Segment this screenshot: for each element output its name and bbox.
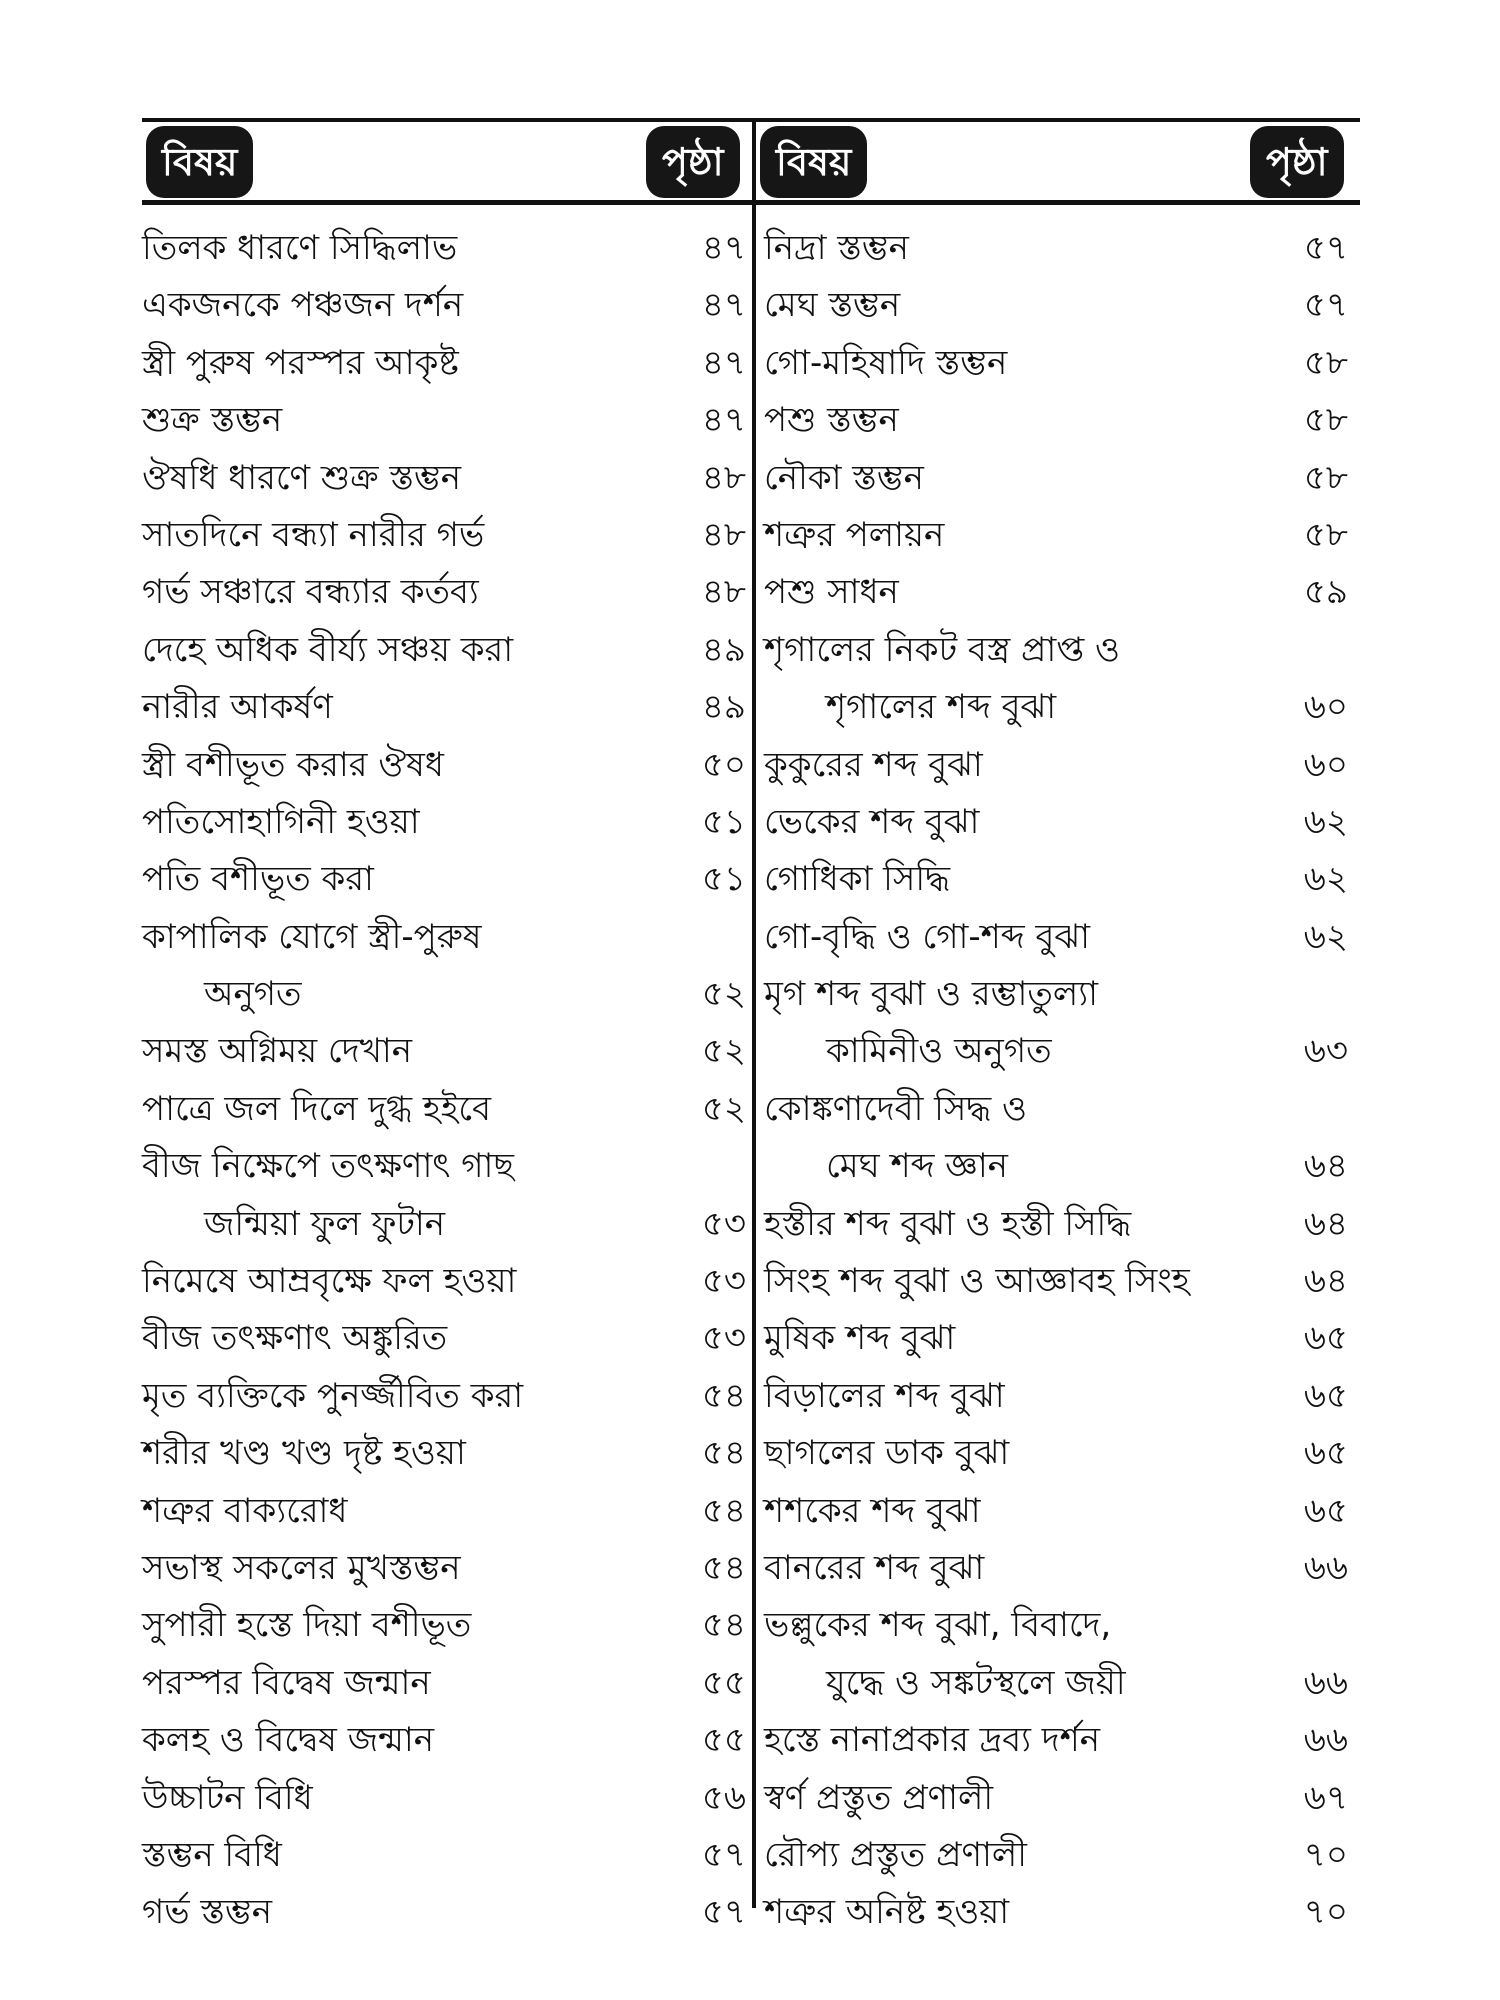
entry-page-number: ৫১ [701,801,746,842]
entry-title: সাতদিনে বন্ধ্যা নারীর গর্ভ [142,514,485,555]
entry-page-number: ৫৪ [701,1605,746,1646]
entry-page-number: ৫৩ [701,1203,746,1244]
toc-entry [142,1536,750,1593]
entry-page-number: ৫৮ [1303,514,1348,555]
entry-title: রৌপ্য প্রস্তুত প্রণালী [764,1834,1027,1875]
entry-title: ভেকের শব্দ বুঝা [764,801,980,842]
entry-title: স্বর্ণ প্রস্তুত প্রণালী [764,1777,994,1818]
entry-page-number: ৬২ [1303,801,1348,842]
entry-title: মেঘ স্তম্ভন [764,285,901,326]
toc-entry [142,1019,750,1076]
toc-entry [142,1192,750,1249]
entry-title: ঔষধি ধারণে শুক্র স্তম্ভন [142,457,462,498]
table-of-contents [142,118,1360,1933]
entry-page-number: ৫৪ [701,1375,746,1416]
toc-entry [764,1077,1360,1134]
entry-title: গো-বৃদ্ধি ও গো-শব্দ বুঝা [764,916,1090,957]
toc-entry [764,1651,1360,1708]
entry-title: জন্মিয়া ফুল ফুটান [204,1203,446,1244]
header-rule [142,200,1360,205]
toc-entry [142,560,750,617]
entry-title: কাপালিক যোগে স্ত্রী-পুরুষ [142,916,482,957]
entry-title: মৃত ব্যক্তিকে পুনর্জ্জীবিত করা [142,1375,524,1416]
toc-entry [142,216,750,273]
entry-page-number: ৪৯ [701,629,746,670]
toc-entry [764,1823,1360,1880]
toc-entry [142,1306,750,1363]
toc-entry [764,216,1360,273]
entry-page-number: ৫৩ [701,1261,746,1302]
entry-title: সিংহ শব্দ বুঝা ও আজ্ঞাবহ সিংহ [764,1261,1190,1302]
column-divider [752,118,756,1908]
toc-entry [142,675,750,732]
toc-entry [142,962,750,1019]
entry-page-number: ৬৩ [1303,1031,1348,1072]
entry-title: পরস্পর বিদ্বেষ জন্মান [142,1662,431,1703]
toc-entry [764,1766,1360,1823]
entry-title: বিড়ালের শব্দ বুঝা [764,1375,1005,1416]
entry-page-number: ৪৮ [701,514,746,555]
entry-title: উচ্চাটন বিধি [142,1777,313,1818]
entry-page-number: ৪৭ [701,400,746,441]
entry-title: স্ত্রী পুরুষ পরস্পর আকৃষ্ট [142,342,459,383]
entry-title: তিলক ধারণে সিদ্ধিলাভ [142,228,458,268]
entry-page-number: ৫৪ [701,1490,746,1531]
toc-entry [142,1651,750,1708]
entry-title: পতিসোহাগিনী হওয়া [142,801,420,842]
entry-title: নিদ্রা স্তম্ভন [764,228,909,268]
entry-page-number: ৬২ [1303,859,1348,900]
toc-entry [142,503,750,560]
top-rule [142,118,1360,122]
toc-entry [764,1421,1360,1478]
toc-entry [764,560,1360,617]
toc-entry [142,847,750,904]
entry-title: শৃগালের নিকট বস্ত্র প্রাপ্ত ও [764,629,1121,670]
toc-entry [764,1249,1360,1306]
entry-page-number: ৪৮ [701,457,746,498]
toc-entry [764,503,1360,560]
entry-page-number: ৫৭ [701,1834,746,1875]
toc-entry [142,1421,750,1478]
toc-entry [142,331,750,388]
entry-title: নিমেষে আম্রবৃক্ষে ফল হওয়া [142,1261,517,1302]
toc-entry [764,1479,1360,1536]
toc-entry [142,1364,750,1421]
entry-page-number: ৬৬ [1303,1662,1348,1703]
right-page-header: পৃষ্ঠা [1250,126,1344,198]
entry-page-number: ৫৬ [701,1777,746,1818]
entry-title: গো-মহিষাদি স্তম্ভন [764,342,1008,383]
toc-entry [764,446,1360,503]
entry-page-number: ৫৭ [1303,228,1348,268]
toc-entry [764,733,1360,790]
toc-entry [764,273,1360,330]
entry-title: ভল্লুকের শব্দ বুঝা, বিবাদে, [764,1605,1112,1646]
toc-entry [142,1880,750,1937]
entry-title: শত্রুর পলায়ন [764,514,945,555]
toc-entry [764,618,1360,675]
entry-title: পতি বশীভূত করা [142,859,374,900]
entry-title: সভাস্থ সকলের মুখস্তম্ভন [142,1547,461,1588]
toc-entry [142,1479,750,1536]
entry-title: পশু স্তম্ভন [764,400,899,441]
toc-entry [142,446,750,503]
entry-title: নৌকা স্তম্ভন [764,457,924,498]
toc-entry [142,1134,750,1191]
toc-entry [764,1536,1360,1593]
entry-title: হস্তে নানাপ্রকার দ্রব্য দর্শন [764,1720,1101,1761]
entry-page-number: ৬৫ [1303,1318,1348,1359]
entry-page-number: ৬০ [1303,687,1348,728]
toc-entry [764,1134,1360,1191]
entry-title: শরীর খণ্ড খণ্ড দৃষ্ট হওয়া [142,1433,466,1474]
entry-page-number: ৪৯ [701,687,746,728]
left-column [142,216,750,1938]
toc-entry [142,1249,750,1306]
entry-title: ছাগলের ডাক বুঝা [764,1433,1010,1474]
entry-page-number: ৬৫ [1303,1433,1348,1474]
entry-title: শৃগালের শব্দ বুঝা [826,687,1057,728]
entry-title: গর্ভ সঞ্চারে বন্ধ্যার কর্তব্য [142,572,479,613]
entry-title: কুকুরের শব্দ বুঝা [764,744,983,785]
entry-page-number: ৫২ [701,974,746,1015]
entry-title: কলহ ও বিদ্বেষ জন্মান [142,1720,434,1761]
toc-entry [764,1880,1360,1937]
entry-page-number: ৫০ [701,744,746,785]
right-column [764,216,1360,1938]
toc-entry [142,790,750,847]
entry-title: একজনকে পঞ্চজন দর্শন [142,285,464,326]
entry-title: কামিনীও অনুগত [826,1031,1052,1072]
toc-entry [142,273,750,330]
entry-page-number: ৫৯ [1303,572,1348,613]
toc-entry [142,388,750,445]
entry-title: স্তম্ভন বিধি [142,1834,282,1875]
entry-page-number: ৫৫ [701,1662,746,1703]
entry-title: দেহে অধিক বীর্য্য সঞ্চয় করা [142,629,514,670]
entry-title: বানরের শব্দ বুঝা [764,1547,985,1588]
left-page-header: পৃষ্ঠা [646,126,740,198]
toc-entry [142,618,750,675]
entry-page-number: ৭০ [1303,1834,1348,1875]
entry-title: শত্রুর বাক্যরোধ [142,1490,348,1531]
entry-page-number: ৫৮ [1303,400,1348,441]
toc-entry [142,733,750,790]
entry-page-number: ৫৪ [701,1433,746,1474]
toc-entry [142,905,750,962]
entry-title: নারীর আকর্ষণ [142,687,333,728]
left-subject-header: বিষয় [146,126,253,198]
entry-page-number: ৪৭ [701,228,746,268]
entry-title: হস্তীর শব্দ বুঝা ও হস্তী সিদ্ধি [764,1203,1132,1244]
toc-entry [764,847,1360,904]
entry-page-number: ৬৪ [1303,1146,1348,1187]
entry-page-number: ৭০ [1303,1892,1348,1933]
entry-page-number: ৫৮ [1303,342,1348,383]
entry-page-number: ৫৪ [701,1547,746,1588]
entry-title: সুপারী হস্তে দিয়া বশীভূত [142,1605,472,1646]
entry-page-number: ৬০ [1303,744,1348,785]
entry-title: বীজ নিক্ষেপে তৎক্ষণাৎ গাছ [142,1146,515,1187]
entry-title: স্ত্রী বশীভূত করার ঔষধ [142,744,444,785]
entry-page-number: ৪৮ [701,572,746,613]
toc-entry [142,1077,750,1134]
toc-entry [764,675,1360,732]
entry-title: গর্ভ স্তম্ভন [142,1892,273,1933]
entry-title: মুষিক শব্দ বুঝা [764,1318,956,1359]
entry-title: পশু সাধন [764,572,899,613]
entry-page-number: ৬৭ [1303,1777,1348,1818]
toc-entry [764,1019,1360,1076]
entry-page-number: ৫২ [701,1031,746,1072]
entry-title: মৃগ শব্দ বুঝা ও রম্ভাতুল্যা [764,974,1098,1015]
entry-title: সমস্ত অগ্নিময় দেখান [142,1031,413,1072]
entry-page-number: ৬৬ [1303,1720,1348,1761]
toc-entry [764,331,1360,388]
entry-page-number: ৬২ [1303,916,1348,957]
toc-entry [764,962,1360,1019]
toc-entry [764,905,1360,962]
entry-title: শুক্র স্তম্ভন [142,400,283,441]
toc-entry [142,1766,750,1823]
toc-entry [764,1593,1360,1650]
toc-entry [142,1593,750,1650]
entry-page-number: ৫৭ [1303,285,1348,326]
entry-title: শত্রুর অনিষ্ট হওয়া [764,1892,1010,1933]
entry-page-number: ৪৭ [701,285,746,326]
toc-entry [764,790,1360,847]
toc-entry [764,1708,1360,1765]
entry-page-number: ৬৪ [1303,1203,1348,1244]
toc-entry [142,1823,750,1880]
toc-entry [142,1708,750,1765]
entry-page-number: ৬৫ [1303,1490,1348,1531]
toc-entry [764,1192,1360,1249]
entry-title: মেঘ শব্দ জ্ঞান [826,1146,1008,1187]
toc-entry [764,1364,1360,1421]
right-subject-header: বিষয় [760,126,867,198]
entry-page-number: ৫৮ [1303,457,1348,498]
entry-page-number: ৫৫ [701,1720,746,1761]
entry-title: যুদ্ধে ও সঙ্কটস্থলে জয়ী [826,1662,1126,1703]
entry-title: বীজ তৎক্ষণাৎ অঙ্কুরিত [142,1318,448,1359]
entry-page-number: ৬৫ [1303,1375,1348,1416]
toc-entry [764,388,1360,445]
entry-page-number: ৬৪ [1303,1261,1348,1302]
toc-entry [764,1306,1360,1363]
entry-title: কোঙ্কণাদেবী সিদ্ধ ও [764,1088,1028,1129]
entry-page-number: ৫৭ [701,1892,746,1933]
entry-title: শশকের শব্দ বুঝা [764,1490,981,1531]
entry-title: অনুগত [204,974,302,1015]
entry-page-number: ৬৬ [1303,1547,1348,1588]
entry-page-number: ৫২ [701,1088,746,1129]
entry-title: গোধিকা সিদ্ধি [764,859,951,900]
entry-page-number: ৪৭ [701,342,746,383]
entry-title: পাত্রে জল দিলে দুগ্ধ হইবে [142,1088,492,1129]
entry-page-number: ৫১ [701,859,746,900]
entry-page-number: ৫৩ [701,1318,746,1359]
